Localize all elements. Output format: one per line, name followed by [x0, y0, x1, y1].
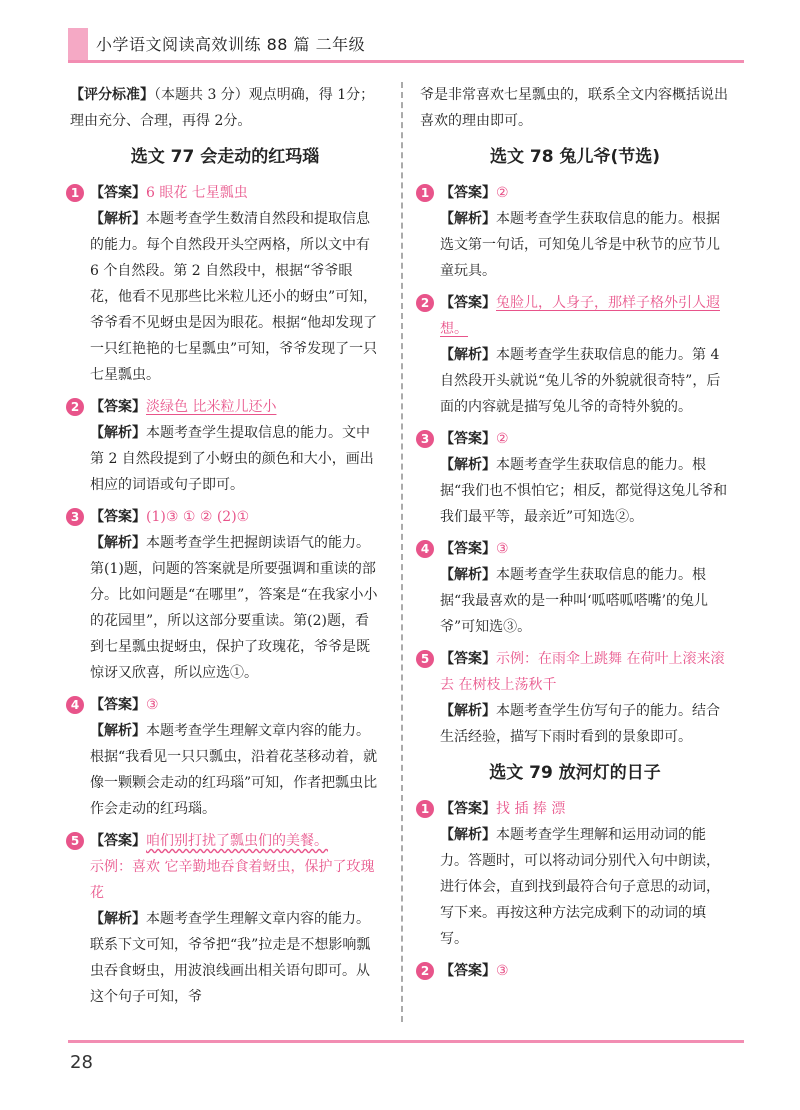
- answer-text: 示例：在雨伞上跳舞 在荷叶上滚来滚去 在树枝上荡秋千: [440, 651, 725, 693]
- question-number-badge: 4: [66, 696, 84, 714]
- section-title-78: 选文 78 兔儿爷(节选): [489, 147, 661, 167]
- header-title: 小学语文阅读高效训练 88 篇 二年级: [96, 35, 366, 54]
- scoring-label: 【评分标准】: [70, 87, 154, 103]
- question-77-3: [70, 504, 380, 686]
- right-column: [420, 82, 730, 990]
- scoring-standard: [70, 82, 380, 134]
- left-column: [70, 82, 380, 1016]
- answer-example-text: 示例：喜欢 它辛勤地吞食着蚜虫，保护了玫瑰花: [90, 859, 375, 901]
- answer-label: 【答案】: [90, 185, 146, 201]
- question-79-2: [420, 958, 730, 984]
- answer-text: ②: [496, 431, 509, 447]
- answer-label: 【答案】: [440, 963, 496, 979]
- answer-text: 找 插 捧 漂: [496, 801, 566, 817]
- answer-label: 【答案】: [440, 295, 496, 311]
- header-pink-block: [68, 28, 88, 60]
- answer-label: 【答案】: [90, 697, 146, 713]
- question-77-4: [70, 692, 380, 822]
- answer-text: 6 眼花 七星瓢虫: [146, 185, 248, 201]
- analysis-text: 本题考查学生获取信息的能力。根据“我最喜欢的是一种叫‘呱嗒呱嗒嘴’的兔儿爷”可知选③。: [440, 567, 709, 635]
- question-number-badge: 4: [416, 540, 434, 558]
- answer-text: ③: [496, 963, 509, 979]
- analysis-label: 【解析】: [440, 457, 496, 473]
- section-title-77: 选文 77 会走动的红玛瑙: [130, 147, 320, 167]
- answer-text: (1)③ ① ② (2)①: [146, 509, 250, 525]
- analysis-label: 【解析】: [440, 347, 496, 363]
- analysis-label: 【解析】: [90, 211, 146, 227]
- analysis-text: 本题考查学生理解文章内容的能力。联系下文可知，爷爷把“我”拉走是不想影响瓢虫吞食蚜虫，用波浪线画出相关语句即可。从这个句子可知，爷: [90, 911, 371, 1005]
- question-78-3: [420, 426, 730, 530]
- question-78-5: [420, 646, 730, 750]
- analysis-text: 本题考查学生获取信息的能力。第 4 自然段开头就说“兔儿爷的外貌就很奇特”，后面的内容就是描写兔儿爷的奇特外貌的。: [440, 347, 721, 415]
- question-number-badge: 3: [66, 508, 84, 526]
- answer-label: 【答案】: [440, 431, 496, 447]
- analysis-text: 本题考查学生获取信息的能力。根据选文第一句话，可知兔儿爷是中秋节的应节儿童玩具。: [440, 211, 720, 279]
- answer-label: 【答案】: [440, 185, 496, 201]
- answer-text: ③: [146, 697, 159, 713]
- question-number-badge: 2: [66, 398, 84, 416]
- analysis-text: 本题考查学生理解和运用动词的能力。答题时，可以将动词分别代入句中朗读，进行体会，直到找到最符合句子意思的动词，写下来。再按这种方法完成剩下的动词的填写。: [440, 827, 720, 947]
- question-number-badge: 2: [416, 294, 434, 312]
- analysis-text: 本题考查学生把握朗读语气的能力。第(1)题，问题的答案就是所要强调和重读的部分。比如问题是“在哪里”，答案是“在我家小小的花园里”，所以这部分要重读。第(2)题，看到七星瓢虫捉蚜虫，保护了玫瑰花，爷爷是既惊讶又欣喜，所以应选①。: [90, 535, 378, 681]
- answer-label: 【答案】: [90, 399, 146, 415]
- answer-text: ③: [496, 541, 509, 557]
- page-number: 28: [70, 1052, 93, 1073]
- question-number-badge: 1: [66, 184, 84, 202]
- analysis-text: 本题考查学生理解文章内容的能力。根据“我看见一只只瓢虫，沿着花茎移动着，就像一颗颗会走动的红玛瑙”可知，作者把瓢虫比作会走动的红玛瑙。: [90, 723, 378, 817]
- answer-label: 【答案】: [440, 651, 496, 667]
- scoring-text: （本题共 3 分）观点明确，得 1分；理由充分、合理，再得 2分。: [70, 87, 375, 129]
- analysis-label: 【解析】: [90, 535, 146, 551]
- answer-text: 淡绿色 比米粒儿还小: [146, 399, 277, 415]
- answer-text: ②: [496, 185, 509, 201]
- analysis-text: 本题考查学生数清自然段和提取信息的能力。每个自然段开头空两格，所以文中有 6 个自然段。第 2 自然段中，根据“爷爷眼花，他看不见那些比米粒儿还小的蚜虫”可知，爷爷看不见蚜虫是因为眼花。根据“他却发现了一只红艳艳的七星瓢虫”可知，爷爷发现了一只七星瓢虫。: [90, 211, 378, 383]
- analysis-label: 【解析】: [440, 567, 496, 583]
- analysis-label: 【解析】: [440, 703, 496, 719]
- answer-label: 【答案】: [440, 801, 496, 817]
- page-header: [0, 0, 800, 66]
- question-78-4: [420, 536, 730, 640]
- column-divider: [401, 82, 403, 1022]
- question-number-badge: 1: [416, 800, 434, 818]
- question-79-1: [420, 796, 730, 952]
- continued-text: 爷是非常喜欢七星瓢虫的，联系全文内容概括说出喜欢的理由即可。: [420, 87, 728, 129]
- analysis-label: 【解析】: [90, 911, 146, 927]
- question-number-badge: 2: [416, 962, 434, 980]
- question-number-badge: 1: [416, 184, 434, 202]
- question-77-2: [70, 394, 380, 498]
- analysis-label: 【解析】: [440, 827, 496, 843]
- question-number-badge: 5: [66, 832, 84, 850]
- answer-label: 【答案】: [90, 509, 146, 525]
- analysis-text: 本题考查学生提取信息的能力。文中第 2 自然段提到了小蚜虫的颜色和大小，画出相应的词语或句子即可。: [90, 425, 374, 493]
- answer-label: 【答案】: [90, 833, 146, 849]
- question-78-1: [420, 180, 730, 284]
- question-number-badge: 5: [416, 650, 434, 668]
- question-number-badge: 3: [416, 430, 434, 448]
- header-rule: [68, 60, 744, 63]
- question-77-5: [70, 828, 380, 1010]
- analysis-text: 本题考查学生获取信息的能力。根据“我们也不惧怕它；相反，都觉得这兔儿爷和我们最平等，最亲近”可知选②。: [440, 457, 728, 525]
- analysis-label: 【解析】: [90, 425, 146, 441]
- analysis-label: 【解析】: [440, 211, 496, 227]
- answer-wavy-text: 咱们别打扰了瓢虫们的美餐。: [146, 833, 328, 849]
- answer-label: 【答案】: [440, 541, 496, 557]
- answer-text: 兔脸儿，人身子，那样子格外引人遐想。: [440, 295, 720, 337]
- question-78-2: [420, 290, 730, 420]
- question-77-1: [70, 180, 380, 388]
- section-title-79: 选文 79 放河灯的日子: [489, 763, 661, 783]
- analysis-label: 【解析】: [90, 723, 146, 739]
- footer-rule: [68, 1040, 744, 1043]
- analysis-text: 本题考查学生仿写句子的能力。结合生活经验，描写下雨时看到的景象即可。: [440, 703, 720, 745]
